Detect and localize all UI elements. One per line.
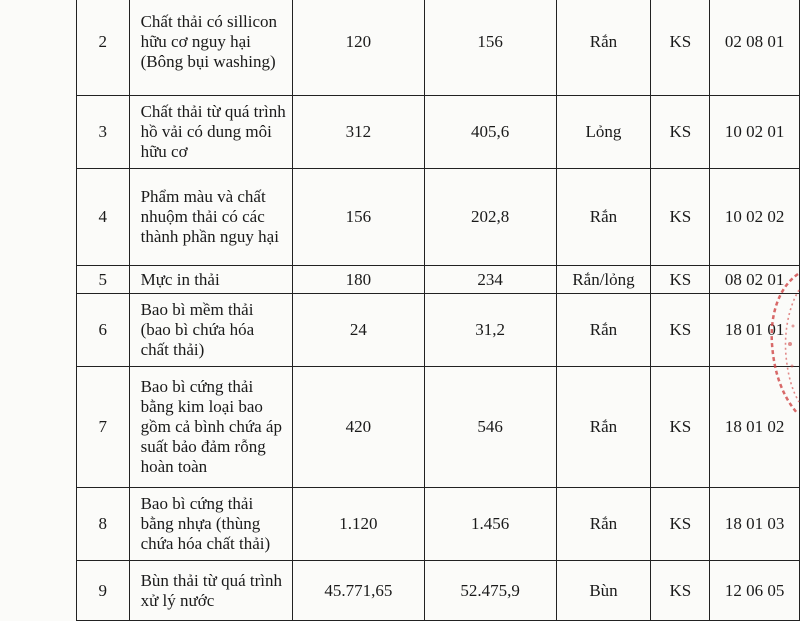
- row-number: 3: [77, 96, 130, 169]
- waste-code: 18 01 02: [710, 367, 800, 488]
- quantity-1: 312: [292, 96, 424, 169]
- table-row: [77, 488, 800, 561]
- physical-state: Rắn: [556, 367, 651, 488]
- row-number: 4: [77, 169, 130, 266]
- hazard-level: KS: [651, 169, 710, 266]
- quantity-2: 156: [424, 0, 556, 96]
- hazard-level: KS: [651, 96, 710, 169]
- row-number: 6: [77, 294, 130, 367]
- quantity-1: 24: [292, 294, 424, 367]
- waste-code: 12 06 05: [710, 561, 800, 621]
- row-number: 5: [77, 266, 130, 294]
- quantity-1: 156: [292, 169, 424, 266]
- waste-name: Bao bì cứng thải bằng nhựa (thùng chứa hóa chất thải): [129, 488, 292, 561]
- table-row: [77, 0, 800, 96]
- quantity-2: 202,8: [424, 169, 556, 266]
- waste-name: Chất thải từ quá trình hồ vải có dung môi hữu cơ: [129, 96, 292, 169]
- quantity-2: 31,2: [424, 294, 556, 367]
- hazard-level: KS: [651, 367, 710, 488]
- physical-state: Rắn: [556, 0, 651, 96]
- table-row: [77, 294, 800, 367]
- quantity-2: 52.475,9: [424, 561, 556, 621]
- waste-code: 08 02 01: [710, 266, 800, 294]
- quantity-1: 420: [292, 367, 424, 488]
- physical-state: Rắn: [556, 488, 651, 561]
- physical-state: Lỏng: [556, 96, 651, 169]
- physical-state: Bùn: [556, 561, 651, 621]
- waste-name: Bao bì cứng thải bằng kim loại bao gồm cả bình chứa áp suất bảo đảm rỗng hoàn toàn: [129, 367, 292, 488]
- table-row: [77, 367, 800, 488]
- quantity-2: 546: [424, 367, 556, 488]
- quantity-1: 45.771,65: [292, 561, 424, 621]
- row-number: 7: [77, 367, 130, 488]
- waste-name: Phẩm màu và chất nhuộm thải có các thành phần nguy hại: [129, 169, 292, 266]
- waste-name: Bùn thải từ quá trình xử lý nước: [129, 561, 292, 621]
- quantity-1: 1.120: [292, 488, 424, 561]
- waste-code: 10 02 02: [710, 169, 800, 266]
- hazard-level: KS: [651, 0, 710, 96]
- row-number: 8: [77, 488, 130, 561]
- table-row: [77, 561, 800, 621]
- hazard-level: KS: [651, 294, 710, 367]
- hazard-level: KS: [651, 488, 710, 561]
- quantity-1: 120: [292, 0, 424, 96]
- physical-state: Rắn: [556, 294, 651, 367]
- physical-state: Rắn/lỏng: [556, 266, 651, 294]
- row-number: 2: [77, 0, 130, 96]
- hazard-level: KS: [651, 561, 710, 621]
- waste-name: Mực in thải: [129, 266, 292, 294]
- physical-state: Rắn: [556, 169, 651, 266]
- quantity-2: 234: [424, 266, 556, 294]
- waste-code: 10 02 01: [710, 96, 800, 169]
- row-number: 9: [77, 561, 130, 621]
- hazard-level: KS: [651, 266, 710, 294]
- red-stamp-edge: [760, 268, 800, 418]
- hazardous-waste-table: [76, 0, 800, 621]
- quantity-1: 180: [292, 266, 424, 294]
- waste-name: Chất thải có sillicon hữu cơ nguy hại (Bông bụi washing): [129, 0, 292, 96]
- quantity-2: 1.456: [424, 488, 556, 561]
- table-row: [77, 266, 800, 294]
- waste-code: 18 01 01: [710, 294, 800, 367]
- table-row: [77, 169, 800, 266]
- waste-code: 18 01 03: [710, 488, 800, 561]
- quantity-2: 405,6: [424, 96, 556, 169]
- waste-name: Bao bì mềm thải (bao bì chứa hóa chất thải): [129, 294, 292, 367]
- waste-code: 02 08 01: [710, 0, 800, 96]
- table-row: [77, 96, 800, 169]
